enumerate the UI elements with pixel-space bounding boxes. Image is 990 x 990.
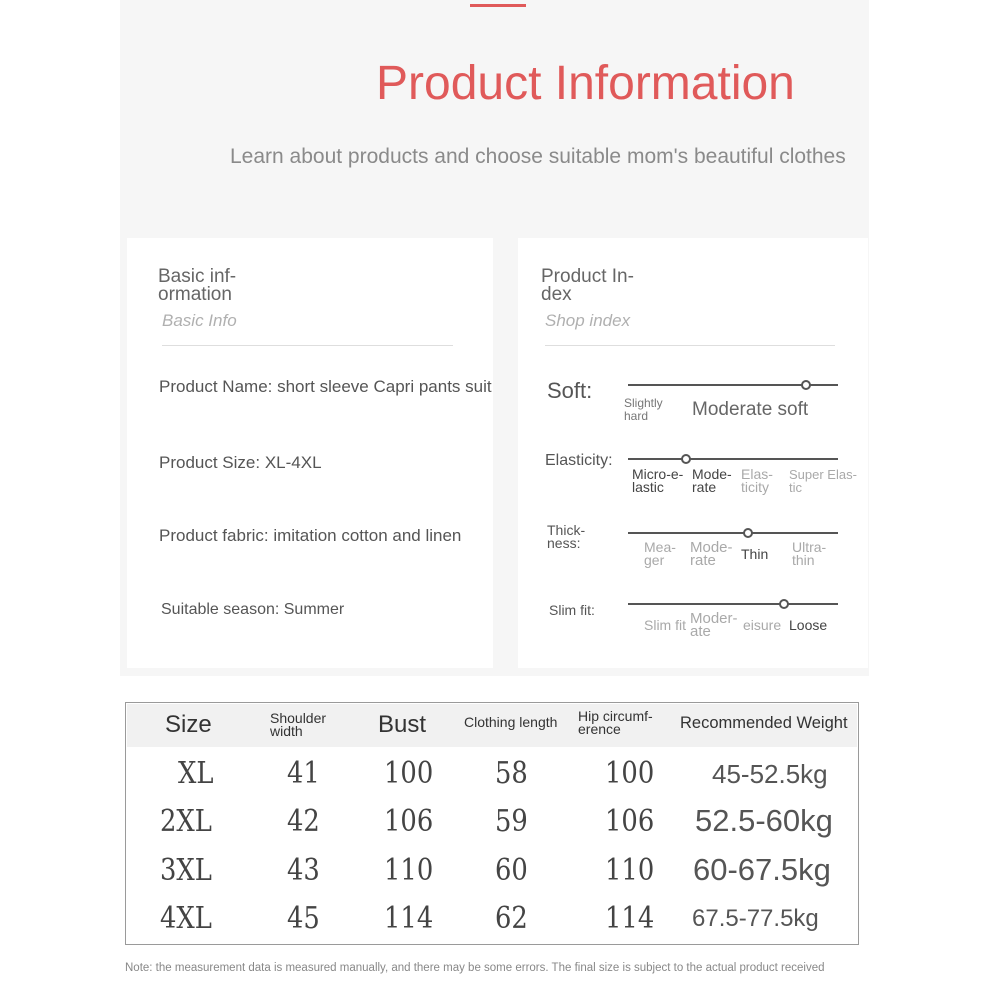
table-cell-shoulder: 45	[287, 901, 320, 936]
elasticity-label: Elasticity:	[545, 452, 613, 469]
suitable-season-line: Suitable season: Summer	[161, 601, 345, 618]
soft-label: Soft:	[547, 378, 593, 403]
header-shoulder-width: Shoulder width	[270, 710, 327, 739]
table-cell-length: 62	[495, 901, 528, 936]
table-cell-shoulder: 42	[287, 804, 320, 839]
table-cell-weight: 60-67.5kg	[693, 852, 831, 887]
thickness-label: Thick- ness:	[547, 522, 586, 551]
basic-info-subheading: Basic Info	[162, 311, 237, 330]
slim-fit-option-leisure: eisure	[743, 617, 782, 633]
slim-fit-label: Slim fit:	[549, 602, 595, 618]
elasticity-track	[628, 458, 838, 460]
elasticity-option-micro-elastic: Micro-e- lastic	[632, 466, 684, 495]
table-cell-hip: 114	[605, 901, 655, 936]
slim-fit-track	[628, 603, 838, 605]
table-cell-length: 58	[495, 756, 528, 791]
slim-fit-option-slim-fit: Slim fit	[644, 617, 686, 633]
page-title: Product Information	[376, 57, 795, 110]
table-cell-shoulder: 41	[287, 756, 320, 791]
accent-bar	[470, 4, 526, 7]
product-fabric-line: Product fabric: imitation cotton and linen	[159, 526, 462, 545]
soft-option-slightly-hard: Slightly hard	[624, 396, 663, 423]
table-cell-bust: 114	[384, 901, 434, 936]
table-cell-weight: 52.5-60kg	[695, 803, 833, 838]
table-cell-size: 3XL	[160, 853, 212, 888]
product-name-line: Product Name: short sleeve Capri pants suit	[159, 377, 492, 396]
table-cell-size: 2XL	[160, 804, 212, 839]
table-cell-shoulder: 43	[287, 853, 320, 888]
table-cell-weight: 67.5-77.5kg	[692, 905, 819, 932]
table-cell-bust: 106	[384, 804, 434, 839]
soft-option-moderate-soft: Moderate soft	[692, 399, 809, 420]
header-size: Size	[165, 711, 212, 738]
table-cell-size: XL	[178, 756, 214, 791]
header-recommended-weight: Recommended Weight	[680, 714, 848, 732]
elasticity-option-elasticity: Elas- ticity	[741, 466, 773, 495]
product-index-divider	[545, 345, 835, 346]
basic-info-heading: Basic inf- ormation	[158, 266, 237, 305]
soft-indicator	[801, 380, 811, 390]
slim-fit-option-moderate: Moder- ate	[690, 610, 738, 640]
table-cell-length: 60	[495, 853, 528, 888]
slim-fit-option-loose: Loose	[789, 617, 828, 633]
header-clothing-length: Clothing length	[464, 714, 558, 730]
elasticity-option-moderate: Mode- rate	[692, 466, 732, 495]
table-cell-bust: 100	[384, 756, 434, 791]
product-index-subheading: Shop index	[545, 311, 631, 330]
thickness-track	[628, 532, 838, 534]
header-bust: Bust	[378, 711, 427, 738]
header-hip-circumference: Hip circumf- erence	[578, 708, 653, 737]
table-cell-hip: 106	[605, 804, 655, 839]
basic-info-divider	[162, 345, 453, 346]
table-cell-weight: 45-52.5kg	[712, 759, 828, 789]
thickness-option-meager: Mea- ger	[644, 539, 676, 568]
table-cell-size: 4XL	[160, 901, 212, 936]
thickness-option-ultra-thin: Ultra- thin	[792, 539, 827, 568]
page-subtitle: Learn about products and choose suitable mom's beautiful clothes	[230, 145, 846, 168]
elasticity-option-super-elastic: Super Elas- tic	[789, 467, 857, 495]
table-cell-length: 59	[495, 804, 528, 839]
table-cell-hip: 110	[605, 853, 655, 888]
product-size-line: Product Size: XL-4XL	[159, 453, 322, 472]
thickness-indicator	[743, 528, 753, 538]
thickness-option-thin: Thin	[741, 546, 769, 562]
product-index-heading: Product In- dex	[541, 266, 634, 305]
thickness-option-moderate: Mode- rate	[690, 539, 733, 569]
measurement-note: Note: the measurement data is measured manually, and there may be some errors. The final size is subject to the actual product received	[125, 962, 825, 974]
table-cell-hip: 100	[605, 756, 655, 791]
table-cell-bust: 110	[384, 853, 434, 888]
